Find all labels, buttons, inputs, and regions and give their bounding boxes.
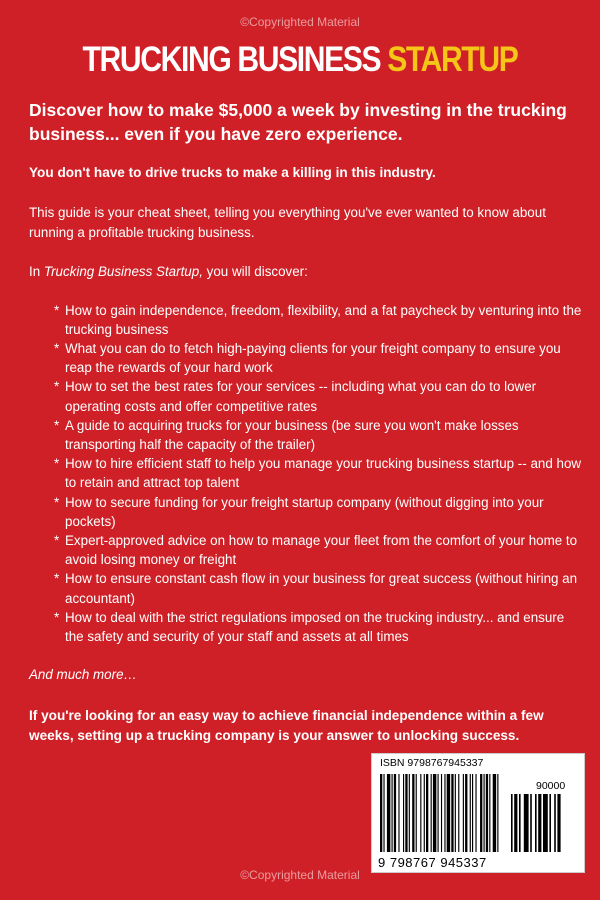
list-item [54, 377, 584, 415]
bullet-marker: * [54, 494, 60, 510]
list-item-text: How to secure funding for your freight startup company (without digging into your pockets) [65, 494, 544, 529]
list-item [54, 416, 584, 454]
list-item [54, 339, 584, 377]
list-item-text: How to set the best rates for your services -- including what you can do to lower operating costs and offer competitive rates [65, 379, 537, 414]
bullet-marker: * [54, 379, 60, 395]
bullet-marker: * [54, 417, 60, 433]
list-item-text: What you can do to fetch high-paying clients for your freight company to ensure you reap the rewards of your hard work [65, 340, 561, 376]
closing-statement: If you're looking for an easy way to achieve financial independence within a few weeks, setting up a trucking company is your answer to unlocking success. [29, 708, 544, 743]
isbn-label: ISBN 9798767945337 [380, 757, 484, 769]
bullet-marker: * [54, 532, 60, 548]
list-item [54, 301, 584, 339]
intro-prefix: In [29, 264, 44, 279]
book-title [42, 40, 558, 80]
bullet-marker: * [54, 456, 60, 472]
bullet-marker: * [54, 609, 60, 625]
bold-statement: You don't have to drive trucks to make a killing in this industry. [29, 165, 436, 180]
guide-description: This guide is your cheat sheet, telling you everything you've ever wanted to know about running a profitable trucking business. [29, 205, 546, 240]
list-item-text: Expert-approved advice on how to manage your fleet from the comfort of your home to avoid losing money or freight [65, 532, 578, 568]
list-item-text: How to deal with the strict regulations imposed on the trucking industry... and ensure the safety and security of your staff and assets at all times [65, 609, 565, 644]
bullet-marker: * [54, 340, 60, 356]
list-item [54, 493, 584, 531]
headline: Discover how to make $5,000 a week by investing in the trucking business... even if you have zero experience. [29, 100, 567, 144]
back-cover-text [29, 98, 584, 745]
list-item [54, 531, 584, 569]
bullet-marker: * [54, 302, 60, 318]
intro-line [29, 262, 584, 282]
list-item-text: How to ensure constant cash flow in your business for great success (without hiring an accountant) [65, 571, 578, 606]
and-more: And much more… [29, 667, 137, 683]
title-main: TRUCKING BUSINESS [82, 40, 388, 79]
intro-book-title: Trucking Business Startup, [43, 264, 203, 279]
list-item-text: A guide to acquiring trucks for your business (be sure you won't make losses transporting half the capacity of the trailer) [65, 417, 519, 452]
barcode-digits: 9 798767 945337 [378, 855, 487, 870]
isbn-barcode [371, 753, 585, 873]
intro-suffix: you will discover: [202, 264, 308, 279]
list-item-text: How to gain independence, freedom, flexibility, and a fat paycheck by venturing into the trucking business [65, 302, 582, 337]
list-item [54, 569, 584, 607]
list-item-text: How to hire efficient staff to help you manage your trucking business startup -- and how to retain and attract top talent [65, 456, 582, 491]
list-item [54, 454, 584, 492]
title-accent: STARTUP [387, 40, 518, 79]
price-code: 90000 [536, 780, 566, 792]
copyright-watermark-top: ©Copyrighted Material [240, 15, 360, 29]
benefit-list [29, 301, 584, 647]
list-item [54, 608, 584, 646]
copyright-watermark-bottom: ©Copyrighted Material [240, 868, 360, 882]
bullet-marker: * [54, 571, 60, 587]
